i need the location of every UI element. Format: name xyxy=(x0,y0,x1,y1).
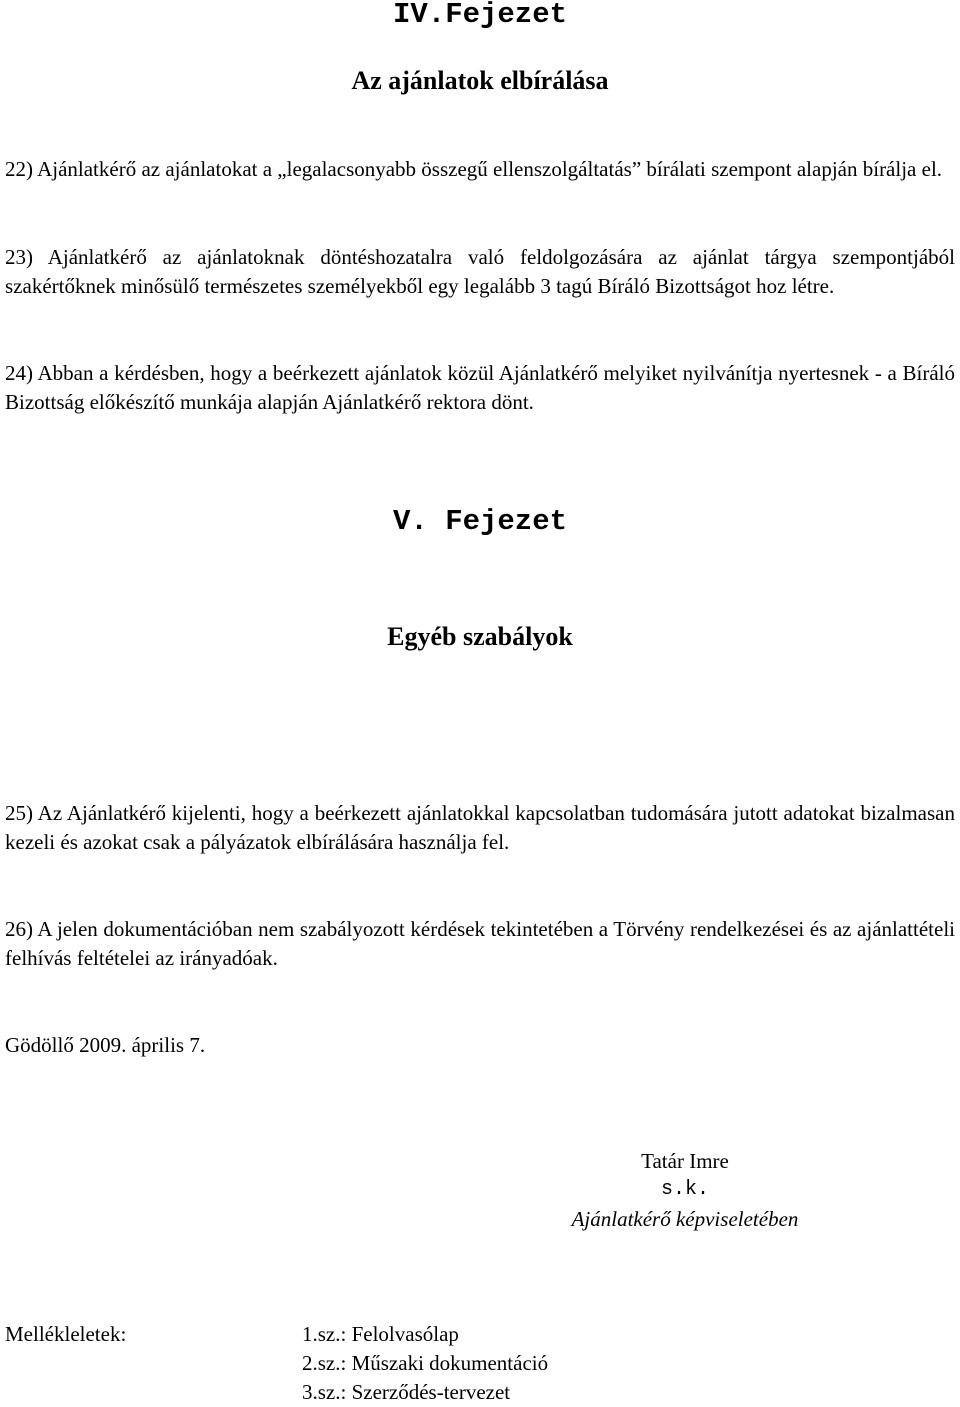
attachments-label: Mellékleletek: xyxy=(5,1322,127,1346)
attachment-item: 2.sz.: Műszaki dokumentáció xyxy=(302,1351,549,1375)
attachments-list xyxy=(302,1320,548,1407)
signatory-role: Ajánlatkérő képviseletében xyxy=(571,1207,799,1231)
paragraph-22: 22) Ajánlatkérő az ajánlatokat a „legalacsonyabb összegű ellenszolgáltatás” bírálati szempont alapján bírálja el. xyxy=(5,157,943,181)
attachment-item: 1.sz.: Felolvasólap xyxy=(302,1322,459,1346)
attachment-item: 3.sz.: Szerződés-tervezet xyxy=(302,1380,511,1404)
paragraph-23: 23) Ajánlatkérő az ajánlatoknak döntéshozatalra való feldolgozására az ajánlat tárgya szempontjából szakértőknek minősülő természetes személyekből egy legalább 3 tagú Bíráló Bizottságot hoz létre. xyxy=(5,245,955,298)
place-and-date: Gödöllő 2009. április 7. xyxy=(5,1033,206,1057)
paragraph-26: 26) A jelen dokumentációban nem szabályozott kérdések tekintetében a Törvény rendelkezései és az ajánlattételi felhívás feltételei az irányadóak. xyxy=(5,917,955,970)
paragraph-25: 25) Az Ajánlatkérő kijelenti, hogy a beérkezett ajánlatokkal kapcsolatban tudomására jutott adatokat bizalmasan kezeli és azokat csak a pályázatok elbírálására használja fel. xyxy=(5,801,955,854)
chapter-5-title: Egyéb szabályok xyxy=(387,622,573,651)
signature-sk: s.k. xyxy=(660,1178,709,1201)
signature-block xyxy=(480,1147,890,1234)
chapter-4-title: Az ajánlatok elbírálása xyxy=(351,66,609,95)
paragraph-24: 24) Abban a kérdésben, hogy a beérkezett ajánlatok közül Ajánlatkérő melyiket nyilvánítja nyertesnek - a Bíráló Bizottság előkészítő munkája alapján Ajánlatkérő rektora dönt. xyxy=(5,361,955,414)
signatory-name: Tatár Imre xyxy=(641,1149,729,1173)
chapter-5-heading: V. Fejezet xyxy=(392,505,568,538)
chapter-4-heading: IV.Fejezet xyxy=(392,0,568,31)
